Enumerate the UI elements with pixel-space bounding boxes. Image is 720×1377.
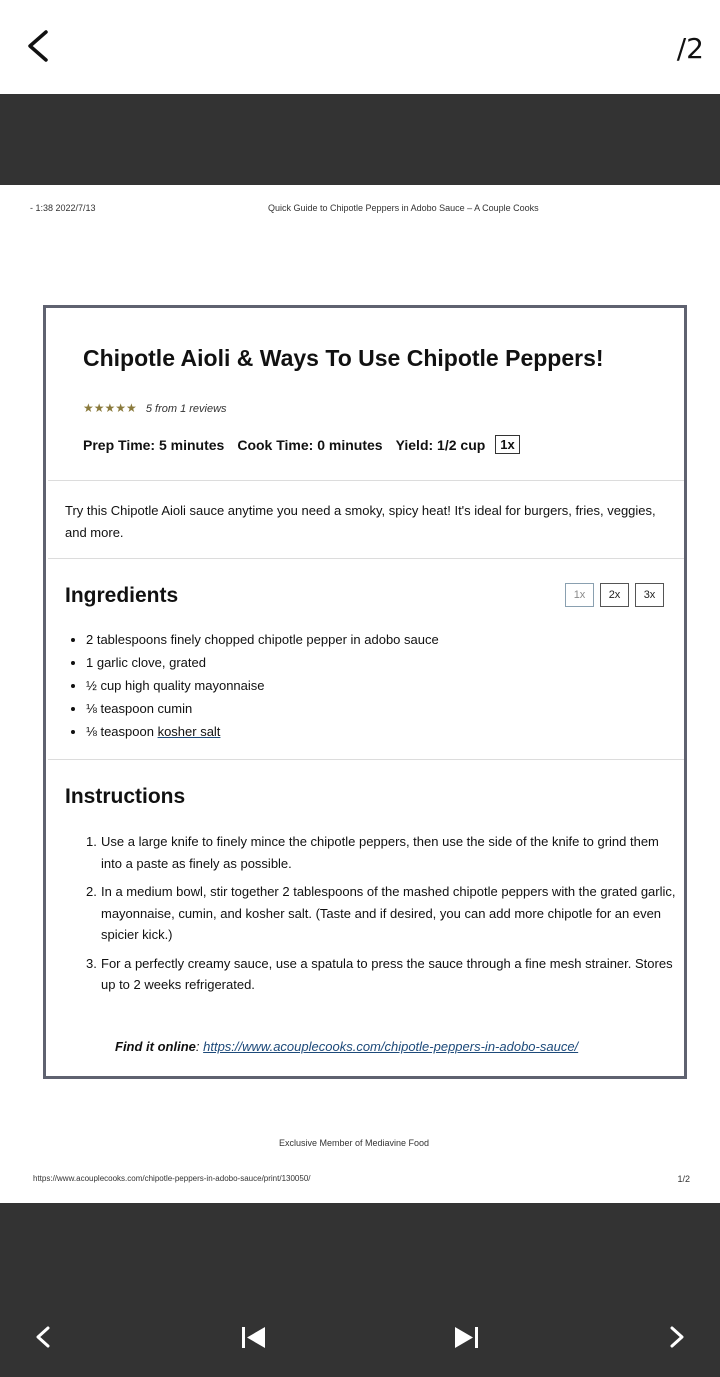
ingredients-list — [86, 628, 439, 743]
recipe-yield: Yield: 1/2 cup — [395, 436, 486, 453]
step-text: In a medium bowl, stir together 2 tablespoons of the mashed chipotle peppers with the grated garlic, mayonnaise, cumin, and kosher salt. (Taste and if desired, you can add more chipotle for an even spicier kick.) — [101, 884, 676, 942]
bottom-navigation-bar — [0, 1203, 720, 1377]
kosher-salt-link[interactable]: kosher salt — [157, 724, 221, 739]
scale-3x-button[interactable]: 3x — [635, 583, 664, 607]
viewer-toolbar-band — [0, 94, 720, 185]
find-online-separator: : — [195, 1039, 204, 1054]
divider — [48, 480, 684, 481]
print-datetime: - 1:38 2022/7/13 — [30, 203, 96, 213]
print-footer-url: https://www.acouplecooks.com/chipotle-peppers-in-adobo-sauce/print/130050/ — [33, 1174, 311, 1183]
print-footer-page: 1/2 — [677, 1174, 690, 1184]
instructions-heading: Instructions — [65, 785, 186, 808]
list-item — [86, 881, 676, 946]
list-item: • 1 garlic clove, grated — [86, 651, 439, 674]
step-text: For a perfectly creamy sauce, use a spatula to press the sauce through a fine mesh strainer. Stores up to 2 weeks refrigerated. — [101, 955, 673, 992]
rating-text: 5 from 1 reviews — [145, 403, 227, 415]
list-item: • 2 tablespoons finely chopped chipotle pepper in adobo sauce — [86, 628, 439, 651]
page-indicator: /2 — [676, 32, 704, 65]
step-text: Use a large knife to finely mince the chipotle peppers, then use the side of the knife to grind them into a paste as finely as possible. — [101, 834, 659, 871]
recipe-times — [83, 435, 520, 454]
list-item — [86, 953, 676, 996]
cook-time: Cook Time: 0 minutes — [237, 436, 383, 453]
instructions-list — [86, 831, 676, 1003]
recipe-rating — [83, 401, 227, 415]
scale-2x-button[interactable]: 2x — [600, 583, 629, 607]
ingredients-heading: Ingredients — [65, 584, 179, 607]
previous-page-button[interactable] — [22, 1315, 62, 1359]
find-online-link[interactable]: https://www.acouplecooks.com/chipotle-peppers-in-adobo-sauce/ — [203, 1039, 579, 1054]
yield-scale-button[interactable]: 1x — [495, 435, 519, 454]
print-footer-member: Exclusive Member of Mediavine Food — [279, 1138, 430, 1148]
ingredient-text: ⅛ teaspoon — [86, 724, 158, 739]
prep-time: Prep Time: 5 minutes — [83, 436, 225, 453]
divider — [48, 759, 684, 760]
skip-last-icon — [446, 1315, 486, 1359]
divider — [48, 558, 684, 559]
last-page-button[interactable] — [446, 1315, 486, 1359]
back-button[interactable] — [20, 24, 60, 68]
step-number: 2. — [86, 884, 97, 899]
chevron-right-icon — [658, 1315, 698, 1359]
print-page-title: Quick Guide to Chipotle Peppers in Adobo Sauce – A Couple Cooks — [268, 203, 539, 213]
recipe-description: Try this Chipotle Aioli sauce anytime you need a smoky, spicy heat! It's ideal for burgers, fries, veggies, and more. — [65, 503, 656, 540]
list-item: • ½ cup high quality mayonnaise — [86, 674, 439, 697]
recipe-title: Chipotle Aioli & Ways To Use Chipotle Peppers! — [83, 345, 604, 371]
document-page[interactable] — [0, 185, 720, 1203]
list-item — [86, 831, 676, 874]
find-online — [115, 1039, 578, 1054]
chevron-left-icon — [20, 24, 60, 68]
chevron-left-icon — [22, 1315, 62, 1359]
list-item — [86, 720, 439, 743]
step-number: 1. — [86, 834, 97, 849]
recipe-card — [43, 305, 687, 1079]
first-page-button[interactable] — [234, 1315, 274, 1359]
top-app-bar — [0, 0, 720, 94]
step-number: 3. — [86, 955, 97, 971]
star-rating-icon: ★★★★★ — [83, 401, 137, 415]
skip-first-icon — [234, 1315, 274, 1359]
find-online-label: Find it online — [115, 1039, 196, 1054]
next-page-button[interactable] — [658, 1315, 698, 1359]
scale-1x-button[interactable]: 1x — [565, 583, 594, 607]
scale-selector — [565, 583, 664, 607]
list-item: • ⅛ teaspoon cumin — [86, 697, 439, 720]
